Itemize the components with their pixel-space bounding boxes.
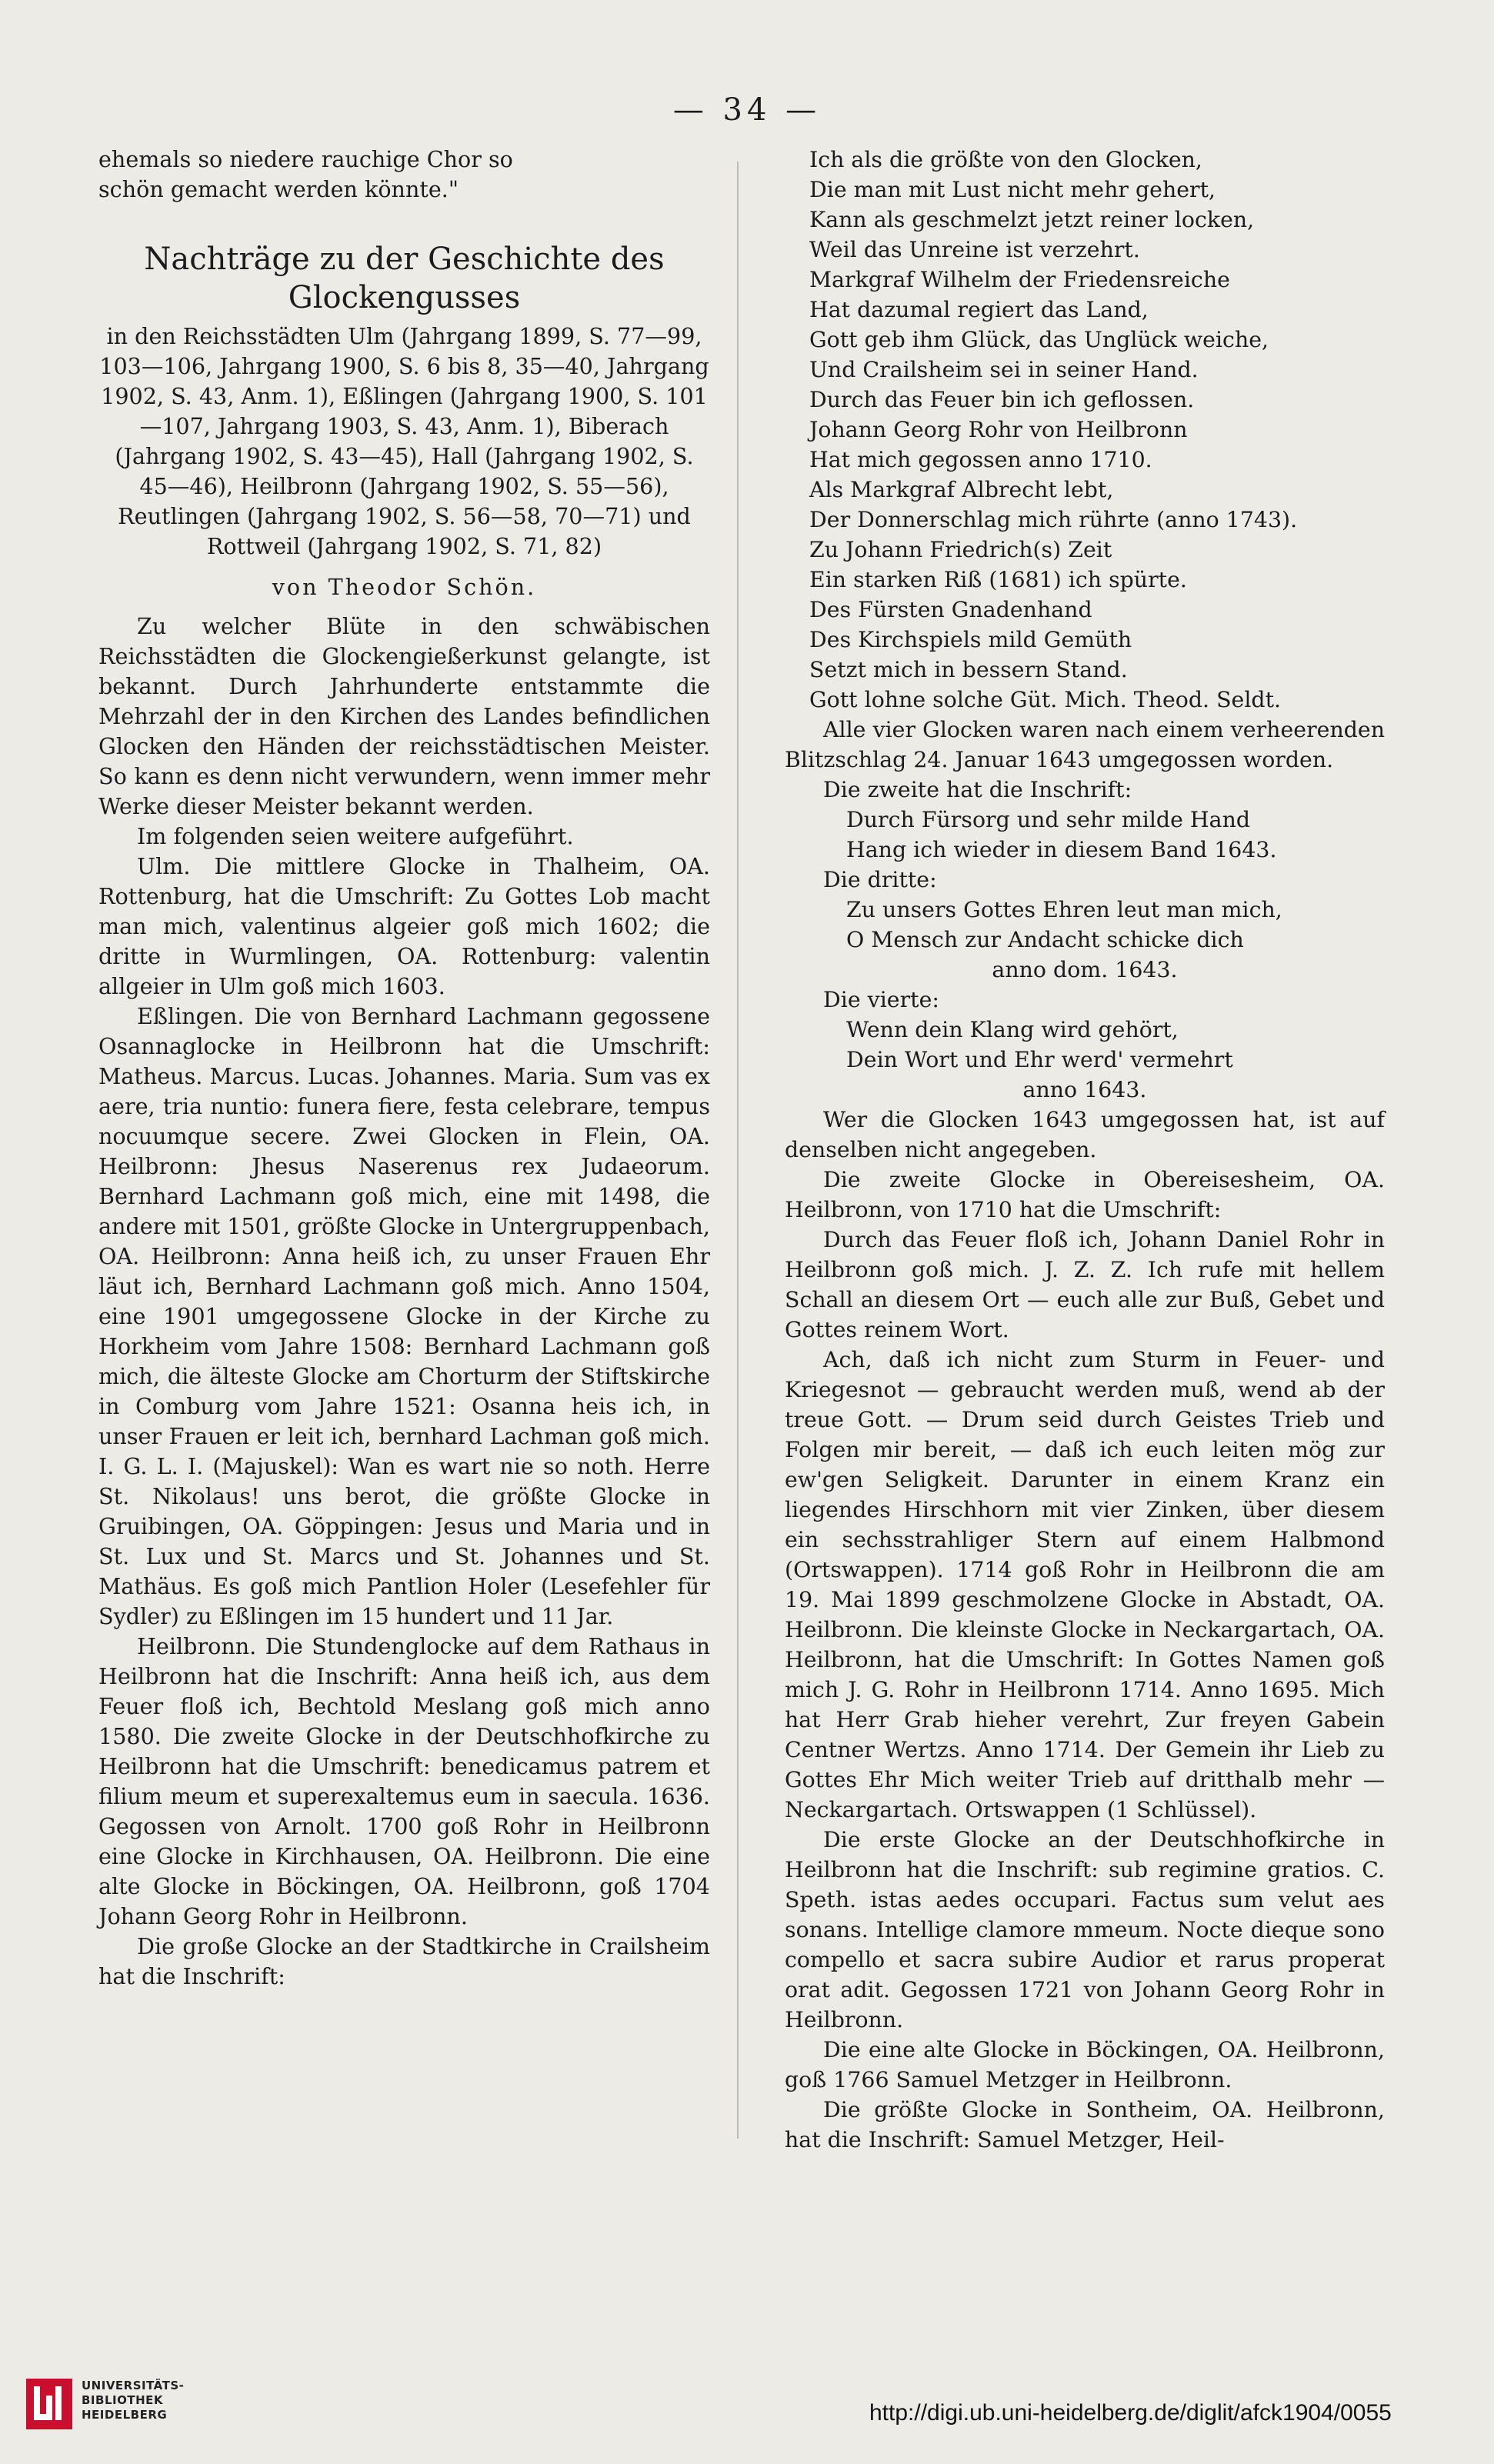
paragraph: Die erste Glocke an der Deutschhofkirche in Heilbronn hat die Inschrift: sub regimine gratios. C. Speth. istas aedes occupari. Factus sum velut aes sonans. Intellige clamore mmeum. Nocte dieque sono compello et sacra subire Audior et rarus properat orat adit. Gegossen 1721 von Johann Georg Rohr in Heilbronn. [785, 1827, 1385, 2032]
paragraph: Zu welcher Blüte in den schwäbischen Reichsstädten die Glockengießerkunst gelangte, ist bekannt. Durch Jahrhunderte entstammte die Mehrzahl der in den Kirchen des Landes befindlichen Glocken den Händen der reichsstädtischen Meister. So kann es denn nicht verwundern, wenn immer mehr Werke dieser Meister bekannt werden. [98, 613, 710, 819]
column-divider [737, 162, 739, 2139]
paragraph: Ach, daß ich nicht zum Sturm in Feuer- und Kriegesnot — gebraucht werden muß, wend ab der treue Gott. — Drum seid durch Geistes Trieb und Folgen mir bereit, — daß ich euch leiten mög zur ew'gen Seligkeit. Darunter in einem Kranz ein liegendes Hirschhorn mit vier Zinken, über diesem ein sechsstrahliger Stern auf einem Halbmond (Ortswappen). 1714 goß Rohr in Heilbronn die am 19. Mai 1899 geschmolzene Glocke in Abstadt, OA. Heilbronn. Die kleinste Glocke in Neckargartach, OA. Heilbronn, hat die Umschrift: In Gottes Namen goß mich J. G. Rohr in Heilbronn 1714. Anno 1695. Mich hat Herr Grab hieher verehrt, Zur freyen Gabein Centner Wertzs. Anno 1714. Der Gemein ihr Lieb zu Gottes Ehr Mich weiter Trieb auf dritthalb mehr — Neckargartach. Ortswappen (1 Schlüssel). [785, 1347, 1385, 1822]
verse-line: Durch Fürsorg und sehr milde Hand [846, 807, 1251, 832]
verse-date: anno dom. 1643. [992, 957, 1178, 982]
paragraph: Eßlingen. Die von Bernhard Lachmann gegossene Osannaglocke in Heilbronn hat die Umschrift: Matheus. Marcus. Lucas. Johannes. Maria. Sum vas ex aere, tria nuntio: funera fiere, festa celebrare, tempus nocuumque secere. Zwei Glocken in Flein, OA. Heilbronn: Jhesus Naserenus rex Judaeorum. Bernhard Lachmann goß mich, eine mit 1498, die andere mit 1501, größte Glocke in Untergruppenbach, OA. Heilbronn: Anna heiß ich, zu unser Frauen Ehr läut ich, Bernhard Lachmann goß mich. Anno 1504, eine 1901 umgegossene Glocke in der Kirche zu Horkheim vom Jahre 1508: Bernhard Lachmann goß mich, die älteste Glocke am Chorturm der Stiftskirche in Comburg vom Jahre 1521: Osanna heis ich, in unser Frauen er leit ich, bernhard Lachman goß mich. I. G. L. I. (Majuskel): Wan es wart nie so noth. Herre St. Nikolaus! uns berot, die größte Glocke in Gruibingen, OA. Göppingen: Jesus und Maria und in St. Lux und St. Marcs und St. Johannes und St. Mathäus. Es goß mich Pantlion Holer (Lesefehler für Sydler) zu Eßlingen im 15 hundert und 11 Jar. [98, 1003, 710, 1629]
verse-line: Des Fürsten Gnadenhand [809, 597, 1092, 622]
label-second-bell: Die zweite hat die Inschrift: [823, 777, 1132, 802]
verse-line: Hat mich gegossen anno 1710. [809, 447, 1152, 472]
article-subheading: in den Reichsstädten Ulm (Jahrgang 1899, S. 77—99, 103—106, Jahrgang 1900, S. 6 bis 8, 35—40, Jahrgang 1902, S. 43, Anm. 1), Eßlingen (Jahrgang 1900, S. 101—107, Jahrgang 1903, S. 43, Anm. 1), Biberach (Jahrgang 1902, S. 43—45), Hall (Jahrgang 1902, S. 45—46), Heilbronn (Jahrgang 1902, S. 55—56), Reutlingen (Jahrgang 1902, S. 56—58, 70—71) und Rottweil (Jahrgang 1902, S. 71, 82) [99, 323, 709, 559]
verse-line: Setzt mich in bessern Stand. [809, 657, 1128, 682]
top-line-1: ehemals so niedere rauchige Chor so [98, 146, 513, 172]
verse-line: Zu unsers Gottes Ehren leut man mich, [846, 897, 1282, 922]
verse-line: Weil das Unreine ist verzehrt. [809, 237, 1140, 262]
library-name-line: UNIVERSITÄTS- [82, 2379, 185, 2392]
verse-line: Gott geb ihm Glück, das Unglück weiche, [809, 327, 1269, 352]
verse-line: Johann Georg Rohr von Heilbronn [809, 417, 1188, 442]
verse-line: Ein starken Riß (1681) ich spürte. [809, 567, 1187, 592]
verse-line: Hang ich wieder in diesem Band 1643. [846, 837, 1277, 862]
library-logo[interactable] [26, 2376, 188, 2437]
paragraph: Alle vier Glocken waren nach einem verheerenden Blitzschlag 24. Januar 1643 umgegossen worden. [785, 717, 1385, 772]
verse-line: Kann als geschmelzt jetzt reiner locken, [809, 207, 1255, 232]
paragraph: Heilbronn. Die Stundenglocke auf dem Rathaus in Heilbronn hat die Inschrift: Anna heiß ich, aus dem Feuer floß ich, Bechtold Meslang goß mich anno 1580. Die zweite Glocke in der Deutschhofkirche zu Heilbronn hat die Umschrift: benedicamus patrem et filium meum et superexaltemus eum in saecula. 1636. Gegossen von Arnolt. 1700 goß Rohr in Heilbronn eine Glocke in Kirchhausen, OA. Heilbronn. Die eine alte Glocke in Böckingen, OA. Heilbronn, goß 1704 Johann Georg Rohr in Heilbronn. [98, 1633, 710, 1929]
verse-line: Wenn dein Klang wird gehört, [846, 1017, 1179, 1042]
verse-line: Des Kirchspiels mild Gemüth [809, 627, 1132, 652]
paragraph: Die zweite Glocke in Obereisesheim, OA. Heilbronn, von 1710 hat die Umschrift: [785, 1167, 1385, 1222]
verse-line: Der Donnerschlag mich rührte (anno 1743). [809, 507, 1298, 532]
verse-line: Ich als die größte von den Glocken, [809, 147, 1202, 172]
paragraph: Wer die Glocken 1643 umgegossen hat, ist auf denselben nicht angegeben. [785, 1107, 1385, 1162]
paragraph: Im folgenden seien weitere aufgeführt. [137, 823, 574, 849]
paragraph: Ulm. Die mittlere Glocke in Thalheim, OA. Rottenburg, hat die Umschrift: Zu Gottes Lob macht man mich, valentinus algeier goß mich 1602; die dritte in Wurmlingen, OA. Rottenburg: valentin allgeier in Ulm goß mich 1603. [98, 853, 710, 999]
verse-third-bell [785, 895, 1385, 955]
verse-line: Durch das Feuer bin ich geflossen. [809, 387, 1195, 412]
verse-line: Die man mit Lust nicht mehr gehert, [809, 177, 1216, 202]
verse-line: Als Markgraf Albrecht lebt, [809, 477, 1114, 502]
page-number: — 34 — [672, 92, 822, 128]
article-author: von Theodor Schön. [272, 574, 537, 600]
verse-line: Zu Johann Friedrich(s) Zeit [809, 537, 1112, 562]
verse-line: Gott lohne solche Güt. Mich. Theod. Seldt. [809, 687, 1282, 712]
paragraph: Die eine alte Glocke in Böckingen, OA. Heilbronn, goß 1766 Samuel Metzger in Heilbronn. [785, 2037, 1385, 2092]
top-line-2: schön gemacht werden könnte." [98, 176, 459, 202]
verse-line: O Mensch zur Andacht schicke dich [846, 927, 1244, 952]
verse-line: Markgraf Wilhelm der Friedensreiche [809, 267, 1230, 292]
library-name-line: HEIDELBERG [82, 2408, 168, 2422]
verse-line: Hat dazumal regiert das Land, [809, 297, 1149, 322]
verse-line: Und Crailsheim sei in seiner Hand. [809, 357, 1199, 382]
paragraph: Die größte Glocke in Sontheim, OA. Heilbronn, hat die Inschrift: Samuel Metzger, Heil- [785, 2097, 1385, 2152]
verse-date: anno 1643. [1022, 1077, 1147, 1102]
label-fourth-bell: Die vierte: [823, 987, 939, 1012]
library-name [82, 2379, 184, 2422]
paragraph: Durch das Feuer floß ich, Johann Daniel Rohr in Heilbronn goß mich. J. Z. Z. Ich rufe mit hellem Schall an diesem Ort — euch alle zur Buß, Gebet und Gottes reinem Wort. [785, 1227, 1385, 1342]
verse-crailsheim [785, 145, 1385, 715]
verse-second-bell [785, 805, 1385, 865]
left-column [98, 145, 710, 1992]
verse-fourth-bell [785, 1015, 1385, 1075]
source-url-link[interactable]: http://digi.ub.uni-heidelberg.de/diglit/afck1904/0055 [869, 2400, 1392, 2426]
library-emblem-icon [26, 2379, 72, 2429]
paragraph: Die große Glocke an der Stadtkirche in Crailsheim hat die Inschrift: [98, 1933, 710, 1989]
library-name-line: BIBLIOTHEK [82, 2393, 163, 2407]
verse-line: Dein Wort und Ehr werd' vermehrt [846, 1047, 1233, 1072]
article-heading: Nachträge zu der Geschichte des Glockengusses [144, 242, 665, 315]
right-column [785, 145, 1385, 2155]
label-third-bell: Die dritte: [823, 867, 937, 892]
